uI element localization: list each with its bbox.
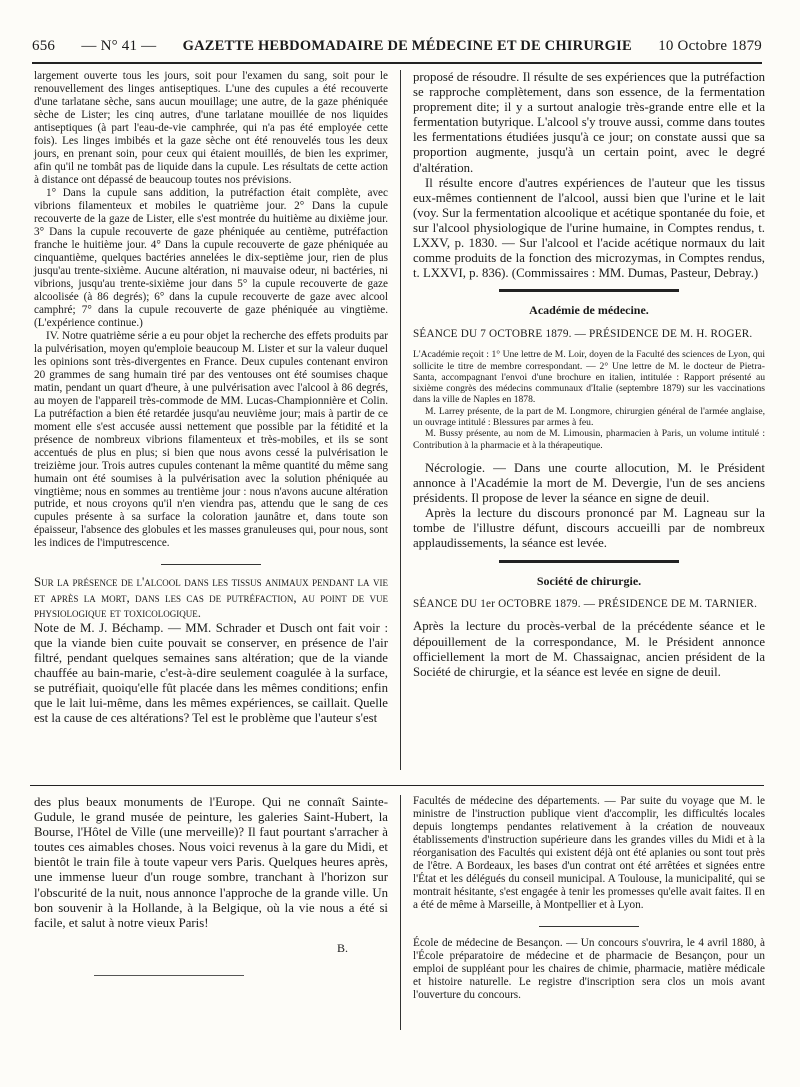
- author-signature: B.: [336, 940, 348, 955]
- academie-correspondance-3: M. Bussy présente, au nom de M. Limousin, pharmacien à Paris, un volume intitulé : Contribution à la pharmacie et à la thérapeutique.: [413, 428, 765, 451]
- end-rule: [94, 975, 244, 976]
- bottom-right-column: [413, 795, 765, 1002]
- separator: [161, 564, 261, 565]
- page-header: [32, 38, 762, 55]
- chirurgie-title: Société de chirurgie.: [536, 573, 642, 588]
- lagneau-paragraph: Après la lecture du discours prononcé par M. Lagneau sur la tombe de l'illustre défunt, discours accueilli par de nombreux applaudissements, la séance est levée.: [413, 506, 765, 551]
- academie-correspondance-1: L'Académie reçoit : 1° Une lettre de M. Loir, doyen de la Faculté des sciences de Lyon, qui sollicite le titre de membre correspondant. — 2° Une lettre de M. le docteur de Pietra-Santa, accompagnant l'envoi d'une brochure en italien, intitulée : Rapport présenté au sixième congrès des médecins communaux d'Italie (septembre 1879) sur les vaccinations dans la ville de Naples en 1878.: [413, 349, 765, 406]
- section-rule: [499, 289, 679, 292]
- section-rule-2: [499, 560, 679, 563]
- besancon-paragraph: École de médecine de Besançon. — Un concours s'ouvrira, le 4 avril 1880, à l'École préparatoire de médecine et de pharmacie de Besançon, pour un emploi de suppléant pour les chaires de chimie, pharmacie, matière médicale et histoire naturelle. Le registre d'inscription sera clos un mois avant l'ouverture du concours.: [413, 936, 765, 1001]
- header-rule: [32, 62, 762, 64]
- bottom-column-divider: [400, 795, 401, 1030]
- academie-title: Académie de médecine.: [529, 303, 649, 318]
- right-column: [413, 70, 765, 680]
- necrologie-paragraph: Nécrologie. — Dans une courte allocution, M. le Président annonce à l'Académie la mort de M. Devergie, l'un de ses anciens présidents. Il propose de lever la séance en signe de deuil.: [413, 461, 765, 506]
- academie-seance: SÉANCE DU 7 OCTOBRE 1879. — PRÉSIDENCE DE M. H. ROGER.: [413, 328, 753, 341]
- separator-2: [539, 926, 639, 927]
- article-heading: Sur la présence de l'alcool dans les tissus animaux pendant la vie et après la mort, dans les cas de putréfaction, au point de vue physiologique et toxicologique.: [34, 575, 388, 620]
- academie-correspondance-2: M. Larrey présente, de la part de M. Longmore, chirurgien général de l'armée anglaise, un ouvrage intitulé : Blessures par armes à feu.: [413, 405, 765, 429]
- left-paragraph-3: IV. Notre quatrième série a eu pour objet la recherche des effets produits par la pulvérisation, moyen qu'emploie beaucoup M. Lister et sur la valeur duquel les opinions sont très-divergentes en France. Deux cupules contenant environ 20 grammes de sang humain tiré par des ventouses ont été soumises chaque matin, pendant un quart d'heure, à une pulvérisation avec l'alcool à 86 degrés, au moyen de l'appareil très-commode de MM. Lucas-Championnière et Colin. La putréfaction a bien été retardée jusqu'au neuvième jour; mais à partir de ce moment elle s'est accusée aussi nettement que possible par la fétidité et la présence de nombreux vibrions filamenteux et très-mobiles, et ils se sont accentués de plus en plus; si bien que nous avons cessé la pulvérisation le treizième jour. Trois autres cupules contenant la même quantité du même sang humain ont été soumises à la pulvérisation avec la solution phéniquée au vingtième; nous en sommes au trentième jour : nous n'avons aucune altération putride, et nous croyons qu'il n'en viendra pas, attendu que le sang de ces cupules présente à sa surface la coloration jaunâtre et, dans toute son épaisseur, l'absence des globules et les masses granuleuses qui, pour nous, sont les indices de l'imputrescence.: [34, 329, 388, 550]
- chirurgie-seance: SÉANCE DU 1er OCTOBRE 1879. — PRÉSIDENCE DE M. TARNIER.: [413, 598, 758, 611]
- left-column: [34, 70, 388, 726]
- chirurgie-paragraph: Après la lecture du procès-verbal de la précédente séance et le dépouillement de la correspondance, M. le Président annonce officiellement la mort de M. Chassaignac, ancien président de la Société de chirurgie, et la séance est levée en signe de deuil.: [413, 619, 765, 679]
- facultes-paragraph: Facultés de médecine des départements. — Par suite du voyage que M. le ministre de l'instruction publique vient d'accomplir, les difficultés locales depuis longtemps pendantes relativement à la création de nouveaux établissements d'instruction supérieure dans les grandes villes du Midi et à la réorganisation des Facultés qui existent déjà ont été aplanies ou sont tout près de l'être. A Bordeaux, les bases d'un contrat ont été arrêtées et signées entre l'État et les délégués du conseil municipal. A Toulouse, la municipalité, qui se montrait hésitante, s'est engagée à tenir les promesses qu'elle avait faites. Il en a été de même à Marseille, à Montpellier et à Lyon.: [413, 795, 765, 911]
- page-number: 656: [32, 38, 56, 54]
- issue-date: 10 Octobre 1879: [658, 38, 762, 54]
- journal-title: GAZETTE HEBDOMADAIRE DE MÉDECINE ET DE CHIRURGIE: [182, 38, 632, 54]
- left-paragraph-1: largement ouverte tous les jours, soit pour l'examen du sang, soit pour le renouvellement des linges antiseptiques. L'une des cupules a été recouverte d'une tarlatane sèche, sans aucun mouillage; une autre, de la gaze phéniquée sèche de Lister; les cinq autres, d'une tarlatane mouillée de nos liquides antiseptiques (à part l'eau-de-vie camphrée, qui n'a pas été employée cette fois). Les linges imbibés et la gaze sèche ont été renouvelés tous les deux jours, en prenant soin, pour ceux qui étaient mouillés, de bien les exprimer, afin qu'il ne tombât pas de liquide dans la cupule. Les résultats de cette action à distance ont dépassé de beaucoup toutes nos prévisions.: [34, 70, 388, 186]
- left-paragraph-2: 1° Dans la cupule sans addition, la putréfaction était complète, avec vibrions filamenteux et mobiles le quatrième jour. 2° Dans la cupule recouverte de la gaze de Lister, elle s'est montrée du huitième au dixième jour. 3° Dans la cupule recouverte de gaze phéniquée au centième, putréfaction franche le huitième jour. 4° Dans la cupule recouverte de gaze phéniquée au cinquantième, quelques bactéries annelées le dix-septième jour, rien de plus jusqu'au trente-sixième. Aucune altération, ni mauvaise odeur, ni bactéries, ni vibrions, jusqu'au trente-sixième jour dans 5° la cupule recouverte de gaze alcoolisée (à 86 degrés); 6° dans la cupule recouverte de gaze avec alcool camphré; 7° dans la cupule recouverte de gaze phéniquée au vingtième. (L'expérience continue.): [34, 186, 388, 329]
- feuilleton-paragraph: des plus beaux monuments de l'Europe. Qui ne connaît Sainte-Gudule, le grand musée de peinture, les galeries Saint-Hubert, la Bourse, l'Hôtel de Ville (une merveille)? Il faut pourtant s'arracher à toutes ces aimables choses. Nous voici revenus à la gare du Midi, et bientôt le train file à toute vapeur vers Paris. Quelques heures après, une immense lueur d'un rouge sombre, tranchant à l'horizon sur l'obscurité de la nuit, nous annonce l'approche de la grande ville. Un bon souvenir à la Hollande, à la Belgique, où la vie nous a été si facile, et salut à notre vieux Paris!: [34, 795, 388, 930]
- right-paragraph-2: Il résulte encore d'autres expériences de l'auteur que les tissus eux-mêmes contiennent de l'alcool, aussi bien que l'urine et le lait (voy. Sur la fermentation alcoolique et acétique spontanée du foie, et sur l'alcool physiologique de l'urine humaine, in Comptes rendus, t. LXXV, p. 1830. — Sur l'alcool et l'acide acétique normaux du lait comme produits de la fonction des microzymas, in Comptes rendus, t. LXXVI, p. 836). (Commissaires : MM. Dumas, Pasteur, Debray.): [413, 175, 765, 281]
- feuilleton-rule: [30, 785, 764, 786]
- column-divider: [400, 70, 401, 770]
- bottom-left-column: [34, 795, 388, 976]
- issue-number: — N° 41 —: [81, 38, 157, 54]
- left-paragraph-4: Note de M. J. Béchamp. — MM. Schrader et Dusch ont fait voir : que la viande bien cuite pouvait se conserver, en présence de l'air filtré, pendant quelques semaines sans altération; que de la viande chauffée au bain-marie, c'est-à-dire seulement coagulée à la surface, se putréfiait, quoiqu'elle fût placée dans les mêmes conditions; enfin que le lait lui-même, dans les mêmes expériences, se caillait. Quelle est la cause de ces altérations? Tel est le problème que l'auteur s'est: [34, 620, 388, 726]
- right-paragraph-1: proposé de résoudre. Il résulte de ses expériences que la putréfaction se rapproche complètement, dans son essence, de la fermentation proprement dite; il y a surtout analogie très-grande entre elle et la fermentation butyrique. L'alcool s'y trouve aussi, comme dans toutes les fermentations étudiées jusqu'à ce jour; on constate aussi que sa proportion augmente, jusqu'à un certain point, avec le degré d'altération.: [413, 70, 765, 175]
